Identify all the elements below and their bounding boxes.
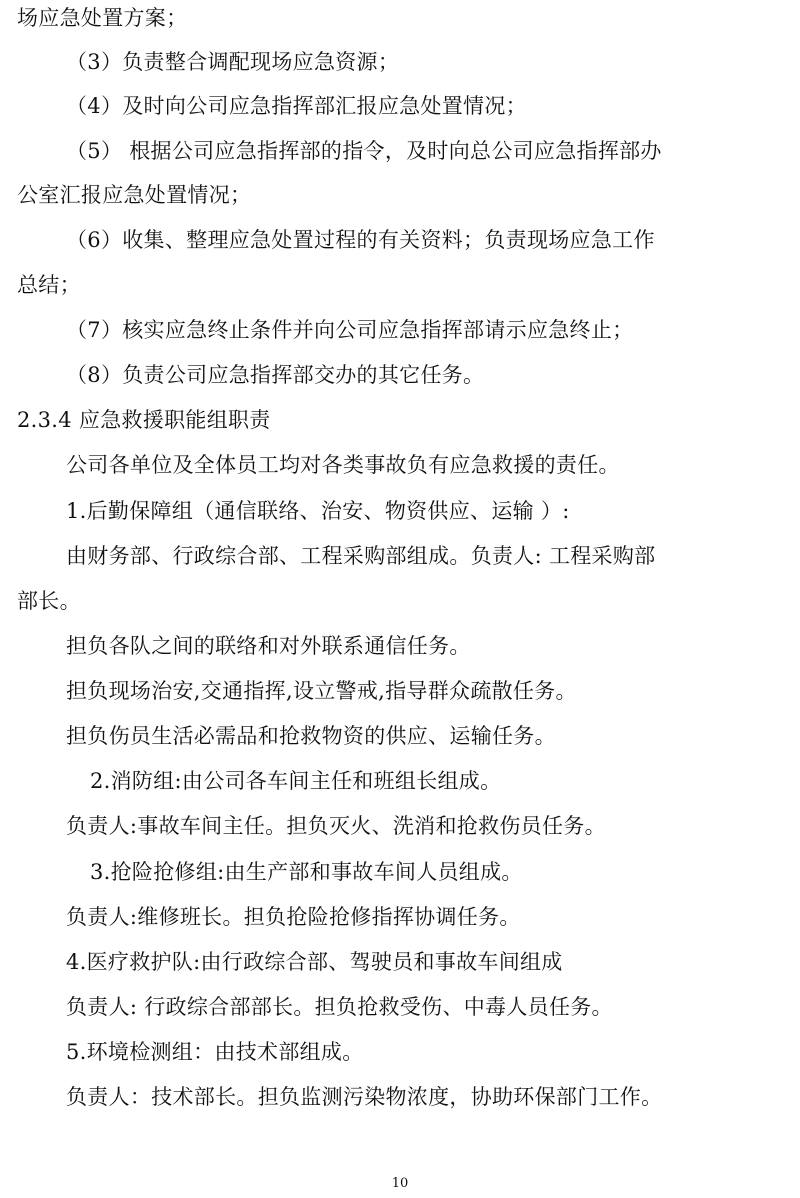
page-number: 10 — [391, 1176, 409, 1191]
text-line: 部长。 — [17, 589, 81, 613]
text-line: （3）负责整合调配现场应急资源； — [66, 50, 400, 74]
text-line: （5） 根据公司应急指挥部的指令，及时向总公司应急指挥部办 — [66, 139, 662, 163]
text-line: （4）及时向公司应急指挥部汇报应急处置情况； — [66, 94, 527, 118]
text-line: 公司各单位及全体员工均对各类事故负有应急救援的责任。 — [66, 453, 620, 477]
text-line: 担负伤员生活必需品和抢救物资的供应、运输任务。 — [66, 724, 556, 748]
text-line: （7）核实应急终止条件并向公司应急指挥部请示应急终止； — [66, 318, 634, 342]
text-line: 2.消防组:由公司各车间主任和班组长组成。 — [90, 769, 502, 793]
text-line: （6）收集、整理应急处置过程的有关资料；负责现场应急工作 — [66, 228, 655, 252]
text-line: 1.后勤保障组（通信联络、治安、物资供应、运输 ）: — [66, 499, 570, 523]
text-line: 4.医疗救护队:由行政综合部、驾驶员和事故车间组成 — [66, 950, 563, 974]
text-line: 负责人: 行政综合部部长。担负抢救受伤、中毒人员任务。 — [66, 995, 613, 1019]
text-line: 担负各队之间的联络和对外联系通信任务。 — [66, 634, 471, 658]
text-line: 5.环境检测组：由技术部组成。 — [66, 1040, 364, 1064]
text-line: 担负现场治安,交通指挥,设立警戒,指导群众疏散任务。 — [66, 679, 577, 703]
text-line: 由财务部、行政综合部、工程采购部组成。负责人: 工程采购部 — [66, 544, 656, 568]
text-line: （8）负责公司应急指挥部交办的其它任务。 — [66, 363, 485, 387]
text-line: 场应急处置方案； — [17, 6, 188, 30]
text-line: 负责人:事故车间主任。担负灭火、洗消和抢救伤员任务。 — [66, 814, 606, 838]
text-line: 3.抢险抢修组:由生产部和事故车间人员组成。 — [90, 860, 523, 884]
text-line: 负责人:维修班长。担负抢险抢修指挥协调任务。 — [66, 905, 521, 929]
section-heading: 2.3.4 应急救援职能组职责 — [17, 408, 271, 432]
text-line: 负责人：技术部长。担负监测污染物浓度，协助环保部门工作。 — [66, 1085, 663, 1109]
text-line: 公室汇报应急处置情况； — [17, 183, 252, 207]
text-line: 总结； — [17, 273, 81, 297]
